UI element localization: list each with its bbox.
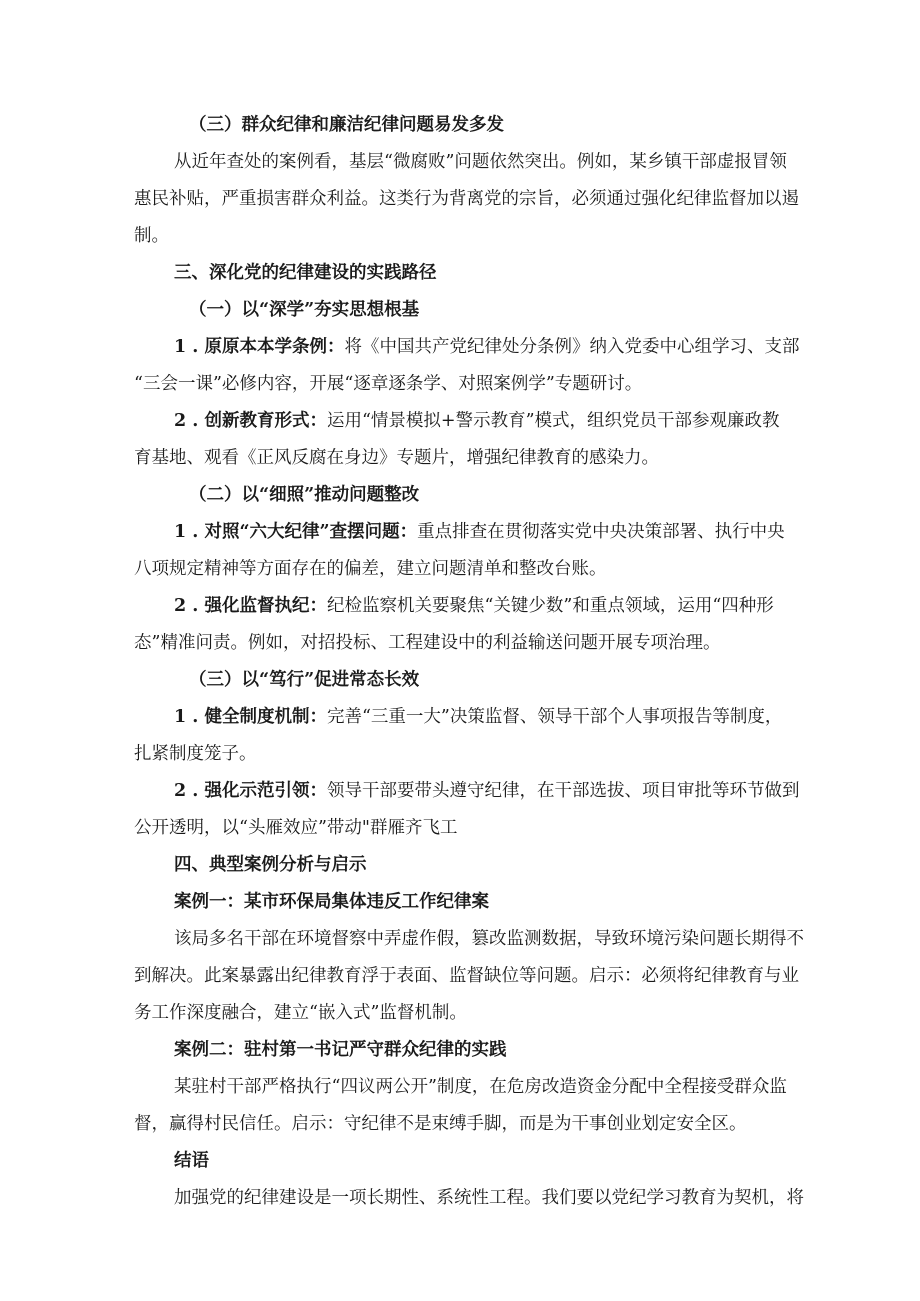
list-item-lead: 2 . 强化监督执纪： <box>174 596 327 616</box>
list-item <box>174 779 799 803</box>
paragraph-line: 该局多名干部在环境督察中弄虚作假，篡改监测数据，导致环境污染问题长期得不 <box>174 929 804 949</box>
paragraph-line: 制。 <box>134 226 169 246</box>
paragraph-line: 某驻村干部严格执行“四议两公开”制度，在危房改造资金分配中全程接受群众监 <box>174 1077 787 1097</box>
case-heading: 案例一：某市环保局集体违反工作纪律案 <box>174 892 489 912</box>
paragraph-line: 督，赢得村民信任。启示：守纪律不是束缚手脚，而是为干事创业划定安全区。 <box>134 1114 747 1134</box>
list-item-text: 将《中国共产党纪律处分条例》纳入党委中心组学习、支部 <box>344 337 800 357</box>
paragraph-line: 务工作深度融合，建立“嵌入式”监督机制。 <box>134 1003 467 1023</box>
subsection-heading: （一）以“深学”夯实思想根基 <box>189 300 420 320</box>
section-heading: （三）群众纪律和廉洁纪律问题易发多发 <box>189 115 504 135</box>
paragraph-line: 惠民补贴，严重损害群众利益。这类行为背离党的宗旨，必须通过强化纪律监督加以遏 <box>134 189 799 209</box>
list-item-lead: 1 . 对照“六大纪律”查摆问题： <box>174 522 418 542</box>
list-item-text: 完善“三重一大”决策监督、领导干部个人事项报告等制度， <box>326 707 783 727</box>
subsection-heading: （三）以“笃行”促进常态长效 <box>189 670 420 690</box>
list-item-lead: 2 . 创新教育形式： <box>174 411 327 431</box>
list-item <box>174 705 782 729</box>
list-item-continuation: “三会一课”必修内容，开展“逐章逐条学、对照案例学”专题研讨。 <box>134 374 643 394</box>
list-item <box>174 594 774 618</box>
subsection-heading: （二）以“细照”推动问题整改 <box>189 485 420 505</box>
chapter-heading: 四、典型案例分析与启示 <box>174 855 367 875</box>
list-item <box>174 409 780 433</box>
conclusion-heading: 结语 <box>174 1151 209 1171</box>
list-item-text: 重点排查在贯彻落实党中央决策部署、执行中央 <box>417 522 785 542</box>
paragraph-line: 到解决。此案暴露出纪律教育浮于表面、监督缺位等问题。启示：必须将纪律教育与业 <box>134 966 799 986</box>
paragraph-line: 从近年查处的案例看，基层“微腐败”问题依然突出。例如，某乡镇干部虚报冒领 <box>174 152 787 172</box>
list-item-text: 运用“情景模拟+警示教育”模式，组织党员干部参观廉政教 <box>326 411 780 431</box>
paragraph-line: 加强党的纪律建设是一项长期性、系统性工程。我们要以党纪学习教育为契机，将 <box>174 1188 804 1208</box>
list-item <box>174 520 785 544</box>
list-item-continuation: 扎紧制度笼子。 <box>134 744 257 764</box>
list-item-continuation: 八项规定精神等方面存在的偏差，建立问题清单和整改台账。 <box>134 559 607 579</box>
list-item-text: 纪检监察机关要聚焦“关键少数”和重点领域，运用“四种形 <box>326 596 774 616</box>
chapter-heading: 三、深化党的纪律建设的实践路径 <box>174 263 437 283</box>
case-heading: 案例二：驻村第一书记严守群众纪律的实践 <box>174 1040 507 1060</box>
list-item-continuation: 公开透明，以“头雁效应”带动"群雁齐飞工 <box>134 818 458 838</box>
list-item-lead: 2 . 强化示范引领： <box>174 781 327 801</box>
list-item-text: 领导干部要带头遵守纪律，在干部选拔、项目审批等环节做到 <box>326 781 800 801</box>
list-item-continuation: 育基地、观看《正风反腐在身边》专题片，增强纪律教育的感染力。 <box>134 448 659 468</box>
list-item-continuation: 态”精准问责。例如，对招投标、工程建设中的利益输送问题开展专项治理。 <box>134 633 721 653</box>
list-item-lead: 1 . 原原本本学条例： <box>174 337 345 357</box>
list-item <box>174 335 799 359</box>
list-item-lead: 1 . 健全制度机制： <box>174 707 327 727</box>
